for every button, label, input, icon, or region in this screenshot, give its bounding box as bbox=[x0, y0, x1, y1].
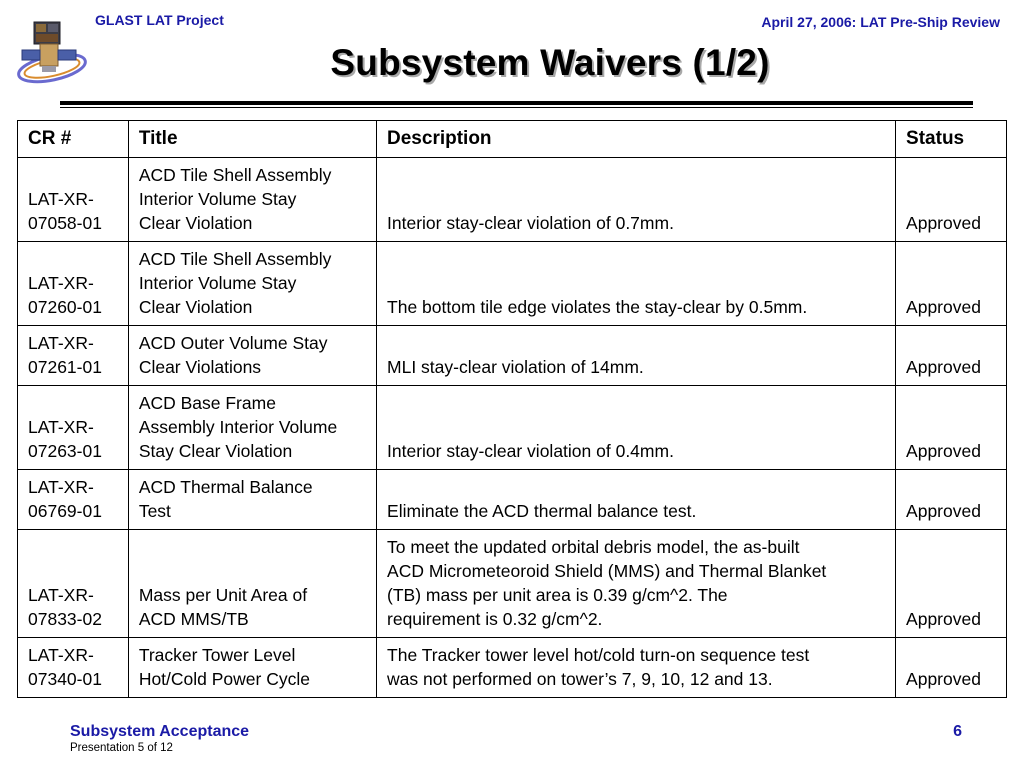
cr-number: LAT-XR- 06769-01 bbox=[18, 470, 129, 530]
waiver-title: ACD Tile Shell Assembly Interior Volume Stay Clear Violation bbox=[128, 158, 376, 242]
table-row bbox=[18, 638, 1007, 698]
waiver-description: Interior stay-clear violation of 0.7mm. bbox=[377, 158, 896, 242]
page-number: 6 bbox=[953, 723, 962, 740]
column-header-cr: CR # bbox=[18, 121, 129, 158]
column-header-status: Status bbox=[896, 121, 1007, 158]
table-row bbox=[18, 386, 1007, 470]
waiver-description: To meet the updated orbital debris model, the as-built ACD Micrometeoroid Shield (MMS) and Thermal Blanket (TB) mass per unit area is 0.39 g/cm^2. The requirement is 0.32 g/cm^2. bbox=[377, 530, 896, 638]
cr-number: LAT-XR- 07263-01 bbox=[18, 386, 129, 470]
footer-presentation-count: Presentation 5 of 12 bbox=[70, 742, 173, 754]
slide-title: Subsystem Waivers (1/2) bbox=[330, 42, 770, 83]
table-row bbox=[18, 470, 1007, 530]
table-row bbox=[18, 326, 1007, 386]
cr-number: LAT-XR- 07261-01 bbox=[18, 326, 129, 386]
table-row bbox=[18, 530, 1007, 638]
waivers-table bbox=[17, 120, 1007, 698]
waiver-status: Approved bbox=[896, 242, 1007, 326]
waiver-status: Approved bbox=[896, 530, 1007, 638]
cr-number: LAT-XR- 07058-01 bbox=[18, 158, 129, 242]
column-header-description: Description bbox=[377, 121, 896, 158]
footer-section-title: Subsystem Acceptance bbox=[70, 723, 250, 740]
table-row bbox=[18, 158, 1007, 242]
waiver-description: Eliminate the ACD thermal balance test. bbox=[377, 470, 896, 530]
waiver-title: ACD Outer Volume Stay Clear Violations bbox=[128, 326, 376, 386]
cr-number: LAT-XR- 07340-01 bbox=[18, 638, 129, 698]
waiver-description: The bottom tile edge violates the stay-clear by 0.5mm. bbox=[377, 242, 896, 326]
title-divider bbox=[60, 101, 973, 109]
waiver-title: ACD Thermal Balance Test bbox=[128, 470, 376, 530]
waiver-status: Approved bbox=[896, 470, 1007, 530]
project-name: GLAST LAT Project bbox=[95, 12, 224, 28]
column-header-title: Title bbox=[128, 121, 376, 158]
waiver-description: MLI stay-clear violation of 14mm. bbox=[377, 326, 896, 386]
cr-number: LAT-XR- 07833-02 bbox=[18, 530, 129, 638]
waiver-description: The Tracker tower level hot/cold turn-on sequence test was not performed on tower’s 7, 9, 10, 12 and 13. bbox=[377, 638, 896, 698]
waiver-status: Approved bbox=[896, 638, 1007, 698]
waiver-status: Approved bbox=[896, 326, 1007, 386]
waiver-title: Tracker Tower Level Hot/Cold Power Cycle bbox=[128, 638, 376, 698]
cr-number: LAT-XR- 07260-01 bbox=[18, 242, 129, 326]
waiver-title: ACD Base Frame Assembly Interior Volume Stay Clear Violation bbox=[128, 386, 376, 470]
waiver-title: Mass per Unit Area of ACD MMS/TB bbox=[128, 530, 376, 638]
review-date: April 27, 2006: LAT Pre-Ship Review bbox=[761, 14, 1000, 30]
waiver-title: ACD Tile Shell Assembly Interior Volume Stay Clear Violation bbox=[128, 242, 376, 326]
waiver-status: Approved bbox=[896, 158, 1007, 242]
table-header-row bbox=[18, 121, 1007, 158]
waiver-description: Interior stay-clear violation of 0.4mm. bbox=[377, 386, 896, 470]
table-row bbox=[18, 242, 1007, 326]
waiver-status: Approved bbox=[896, 386, 1007, 470]
